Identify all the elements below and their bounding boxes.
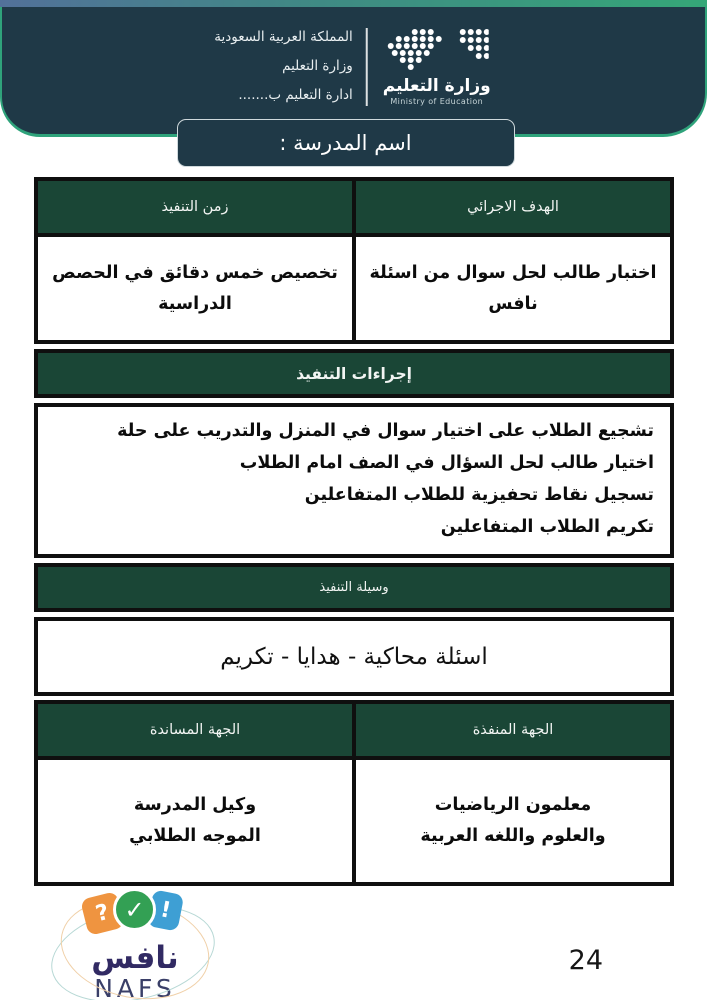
question-glyph: ? — [93, 899, 112, 928]
kingdom-line: المملكة العربية السعودية — [214, 29, 353, 45]
procedures-box — [34, 403, 674, 558]
means-header-label: وسيلة التنفيذ — [319, 580, 389, 595]
time-header-cell: زمن التنفيذ — [38, 181, 352, 233]
header-accent-strip — [0, 0, 707, 7]
supporting-entity-line: الموجه الطلابي — [129, 826, 261, 846]
procedure-line: تسجيل نقاط تحفيزية للطلاب المتفاعلين — [304, 484, 654, 505]
ministry-header — [0, 7, 707, 137]
nafs-logo-shapes — [58, 886, 212, 938]
procedure-line: اختيار طالب لحل السؤال في الصف امام الطلاب — [239, 452, 654, 473]
means-value: اسئلة محاكية - هدايا - تكريم — [220, 643, 488, 670]
ministry-line: وزارة التعليم — [282, 58, 353, 75]
ministry-header-content — [214, 23, 493, 110]
nafs-logo — [58, 886, 212, 1000]
ministry-text-lines — [214, 23, 353, 110]
executing-entity-line: والعلوم واللغه العربية — [420, 826, 606, 846]
objective-header-cell: الهدف الاجرائي — [356, 181, 670, 233]
executing-entity-value-cell — [356, 760, 670, 882]
supporting-entity-value-cell — [38, 760, 352, 882]
exclamation-glyph: ! — [158, 897, 173, 924]
executing-entity-line: معلمون الرياضيات — [434, 795, 592, 816]
header-vertical-divider — [366, 28, 368, 106]
objective-value-cell: اختبار طالب لحل سوال من اسئلة نافس — [356, 237, 670, 340]
entities-table — [34, 700, 674, 886]
supporting-entity-line: وكيل المدرسة — [133, 795, 257, 816]
procedures-header-label: إجراءات التنفيذ — [296, 364, 412, 383]
procedures-header-band — [34, 349, 674, 398]
ministry-of-education-logo — [381, 27, 493, 106]
school-name-label: اسم المدرسة : — [279, 131, 412, 155]
executing-entity-header-cell: الجهة المنفذة — [356, 704, 670, 756]
moe-dots-icon — [385, 27, 489, 73]
objective-table — [34, 177, 674, 344]
school-name-title-box — [177, 119, 515, 167]
procedure-line: تكريم الطلاب المتفاعلين — [440, 516, 654, 537]
moe-english-wordmark: Ministry of Education — [390, 97, 484, 107]
check-glyph: ✓ — [124, 895, 145, 924]
time-value-cell: تخصيص خمس دقائق في الحصص الدراسية — [38, 237, 352, 340]
procedure-line: تشجيع الطلاب على اختيار سوال في المنزل والتدريب على حلة — [117, 421, 654, 441]
page-number: 24 — [568, 945, 603, 976]
means-header-band — [34, 563, 674, 612]
nafs-latin-wordmark: NAFS — [94, 974, 176, 1000]
nafs-arabic-wordmark: نافس — [91, 940, 179, 976]
plan-content — [34, 177, 674, 886]
check-circle-icon — [113, 888, 156, 931]
means-box — [34, 617, 674, 696]
admin-line: ادارة التعليم ب....... — [238, 87, 353, 104]
moe-arabic-wordmark: وزارة التعليم — [382, 76, 491, 97]
supporting-entity-header-cell: الجهة المساندة — [38, 704, 352, 756]
